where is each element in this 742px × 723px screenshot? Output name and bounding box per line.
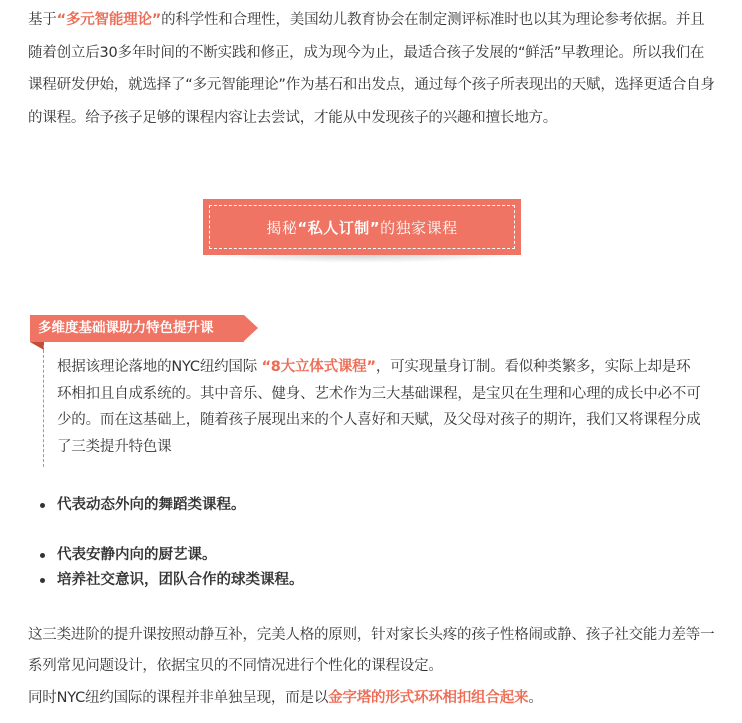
list-item [40, 545, 217, 565]
closing-highlight: 金字塔的形式环环相扣组合起来 [328, 690, 529, 706]
list-item [40, 495, 246, 515]
intro-highlight: “多元智能理论” [56, 12, 162, 28]
banner-box [203, 199, 521, 255]
intro-paragraph [28, 4, 716, 134]
banner-title [209, 205, 515, 249]
body-text-1: 根据该理论落地的NYC纽约国际 [57, 359, 262, 375]
body-highlight: “8大立体式课程” [261, 359, 376, 375]
banner-title-pre: 揭秘 [266, 218, 298, 237]
closing-text-1: 同时NYC纽约国际的课程并非单独呈现，而是以 [28, 690, 329, 706]
list-item-label: 代表动态外向的舞蹈类课程。 [57, 497, 246, 513]
banner-title-post: 的独家课程 [380, 218, 458, 237]
intro-text-1: 基于 [28, 12, 57, 28]
intro-text-2: 的科学性和合理性，美国幼儿教育协会在制定测评标准时也以其为理论参考依据。并且随着创立后30多年时间的不断实践和修正，成为现今为止，最适合孩子发展的“鲜活”早教理论。所以我们在课程研发伊始，就选择了“多元智能理论”作为基石和出发点，通过每个孩子所表现出的天赋，选择更适合自身的课程。给予孩子足够的课程内容让去尝试，才能从中发现孩子的兴趣和擅长地方。 [28, 12, 715, 126]
list-item-label: 培养社交意识，团队合作的球类课程。 [57, 572, 304, 588]
course-banner [203, 199, 521, 257]
summary-paragraph: 这三类进阶的提升课按照动静互补，完美人格的原则，针对家长头疼的孩子性格闹或静、孩子社交能力差等一系列常见问题设计，依据宝贝的不同情况进行个性化的课程设定。 [28, 627, 715, 674]
section-tag [30, 315, 258, 342]
list-item [40, 570, 304, 590]
body-text-2: ，可实现量身订制。看似种类繁多，实际上却是环环相扣且自成系统的。其中音乐、健身、艺术作为三大基础课程，是宝贝在生理和心理的成长中必不可少的。而在这基础上，随着孩子展现出来的个人喜好和天赋，及父母对孩子的期许，我们又将课程分成了三类提升特色课 [57, 359, 701, 455]
section-tag-arrow [244, 315, 258, 341]
closing-text-2: 。 [528, 690, 543, 706]
closing-paragraph [28, 684, 728, 712]
section-dashed-line [43, 345, 44, 467]
body-paragraph [57, 354, 701, 460]
section-tag-label: 多维度基础课助力特色提升课 [30, 315, 244, 342]
section-tag-fold [30, 342, 44, 350]
list-item-label: 代表安静内向的厨艺课。 [57, 547, 217, 563]
banner-title-bold: “私人订制” [297, 218, 381, 237]
